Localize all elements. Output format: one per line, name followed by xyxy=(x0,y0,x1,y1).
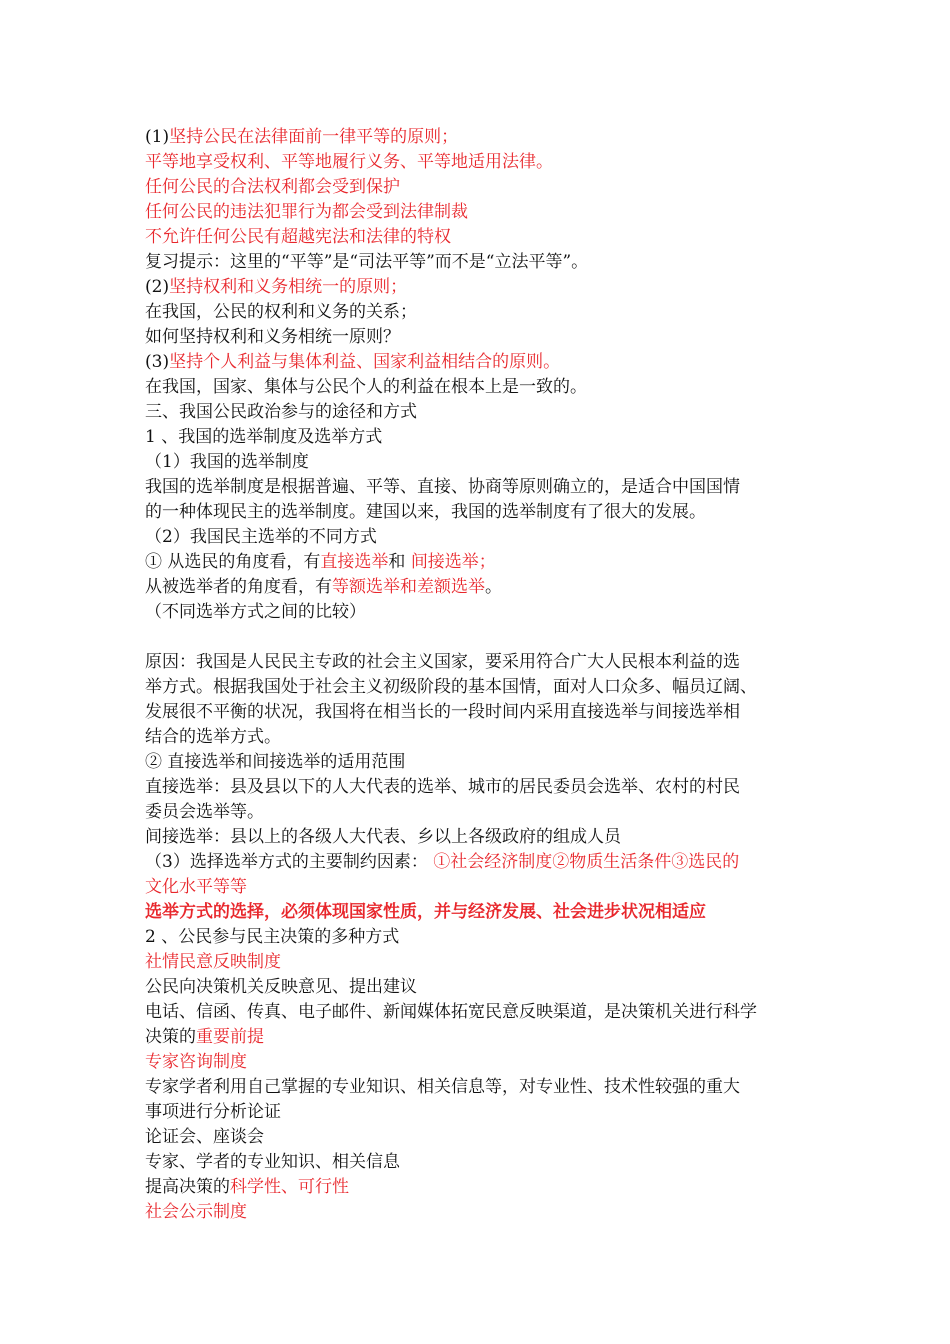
text-line xyxy=(145,775,810,800)
text-line xyxy=(145,925,810,950)
body-text: 直接选举：县及县以下的人大代表的选举、城市的居民委员会选举、农村的村民 xyxy=(145,777,740,797)
text-line xyxy=(145,275,810,300)
body-text: 原因：我国是人民民主专政的社会主义国家，要采用符合广大人民根本利益的选 xyxy=(145,652,740,672)
body-text: 事项进行分析论证 xyxy=(145,1102,281,1122)
text-line xyxy=(145,1175,810,1200)
body-text: 从被选举者的角度看，有 xyxy=(145,577,332,597)
text-line xyxy=(145,425,810,450)
blank-line xyxy=(145,625,810,650)
highlight-text: 间接选举； xyxy=(410,552,496,572)
body-text: 公民向决策机关反映意见、提出建议 xyxy=(145,977,417,997)
body-text: （3）选择选举方式的主要制约因素： xyxy=(145,852,434,872)
body-text: 在我国，公民的权利和义务的关系； xyxy=(145,302,417,322)
highlight-text: ①社会经济制度②物质生活条件③选民的 xyxy=(433,852,740,872)
body-text: 如何坚持权利和义务相统一原则？ xyxy=(145,327,400,347)
body-text: 间接选举：县以上的各级人大代表、乡以上各级政府的组成人员 xyxy=(145,827,621,847)
body-text: 论证会、座谈会 xyxy=(145,1127,264,1147)
text-line xyxy=(145,450,810,475)
highlight-text: 科学性、可行性 xyxy=(230,1177,349,1197)
highlight-text: 任何公民的合法权利都会受到保护 xyxy=(145,177,400,197)
text-line xyxy=(145,150,810,175)
body-text: （1）我国的选举制度 xyxy=(145,452,309,472)
body-text: 的一种体现民主的选举制度。建国以来，我国的选举制度有了很大的发展。 xyxy=(145,502,706,522)
text-line xyxy=(145,250,810,275)
body-text: (1) xyxy=(145,127,170,147)
body-text: 复习提示：这里的“平等”是“司法平等”而不是“立法平等”。 xyxy=(145,252,589,272)
highlight-text: 坚持个人利益与集体利益、国家利益相结合的原则。 xyxy=(169,352,561,372)
highlight-text: 重要前提 xyxy=(196,1027,264,1047)
text-line xyxy=(145,475,810,500)
text-line xyxy=(145,300,810,325)
highlight-text: 选举方式的选择，必须体现国家性质，并与经济发展、社会进步状况相适应 xyxy=(145,902,706,922)
text-line xyxy=(145,325,810,350)
text-line xyxy=(145,1200,810,1225)
body-text: (2) xyxy=(145,277,170,297)
text-line xyxy=(145,600,810,625)
body-text: 在我国，国家、集体与公民个人的利益在根本上是一致的。 xyxy=(145,377,587,397)
text-line xyxy=(145,375,810,400)
highlight-text: 任何公民的违法犯罪行为都会受到法律制裁 xyxy=(145,202,468,222)
highlight-text: 坚持公民在法律面前一律平等的原则； xyxy=(169,127,459,147)
text-line xyxy=(145,550,810,575)
text-line xyxy=(145,200,810,225)
body-text: 1 、我国的选举制度及选举方式 xyxy=(145,427,383,447)
body-text: 。 xyxy=(485,577,502,597)
text-line xyxy=(145,500,810,525)
text-line xyxy=(145,575,810,600)
text-line xyxy=(145,400,810,425)
text-line xyxy=(145,175,810,200)
body-text: 专家学者利用自己掌握的专业知识、相关信息等，对专业性、技术性较强的重大 xyxy=(145,1077,740,1097)
text-line xyxy=(145,1000,810,1025)
text-line xyxy=(145,750,810,775)
text-line xyxy=(145,225,810,250)
text-line xyxy=(145,875,810,900)
body-text: (3) xyxy=(145,352,170,372)
text-line xyxy=(145,675,810,700)
body-text: 我国的选举制度是根据普遍、平等、直接、协商等原则确立的，是适合中国国情 xyxy=(145,477,740,497)
body-text: ① 从选民的角度看，有 xyxy=(145,552,321,572)
text-line xyxy=(145,1025,810,1050)
body-text: 三、我国公民政治参与的途径和方式 xyxy=(145,402,417,422)
text-line xyxy=(145,650,810,675)
text-line xyxy=(145,1125,810,1150)
text-line xyxy=(145,700,810,725)
text-line xyxy=(145,800,810,825)
text-line xyxy=(145,975,810,1000)
body-text: 专家、学者的专业知识、相关信息 xyxy=(145,1152,400,1172)
text-line xyxy=(145,1050,810,1075)
text-line xyxy=(145,825,810,850)
body-text: 电话、信函、传真、电子邮件、新闻媒体拓宽民意反映渠道，是决策机关进行科学 xyxy=(145,1002,757,1022)
highlight-text: 直接选举 xyxy=(320,552,389,572)
text-line xyxy=(145,950,810,975)
text-line xyxy=(145,725,810,750)
text-line xyxy=(145,350,810,375)
body-text: （不同选举方式之间的比较） xyxy=(145,602,366,622)
highlight-text: 不允许任何公民有超越宪法和法律的特权 xyxy=(145,227,451,247)
body-text: （2）我国民主选举的不同方式 xyxy=(145,527,377,547)
text-line xyxy=(145,525,810,550)
body-text: 委员会选举等。 xyxy=(145,802,264,822)
body-text: 发展很不平衡的状况，我国将在相当长的一段时间内采用直接选举与间接选举相 xyxy=(145,702,740,722)
body-text: 决策的 xyxy=(145,1027,196,1047)
body-text: 举方式。根据我国处于社会主义初级阶段的基本国情，面对人口众多、幅员辽阔、 xyxy=(145,677,757,697)
document-body xyxy=(145,125,810,1225)
text-line xyxy=(145,1100,810,1125)
text-line xyxy=(145,1075,810,1100)
highlight-text: 专家咨询制度 xyxy=(145,1052,247,1072)
body-text: 2 、公民参与民主决策的多种方式 xyxy=(145,927,400,947)
highlight-text: 坚持权利和义务相统一的原则； xyxy=(169,277,408,297)
body-text: 和 xyxy=(388,552,411,572)
text-line xyxy=(145,900,810,925)
text-line xyxy=(145,125,810,150)
highlight-text: 平等地享受权利、平等地履行义务、平等地适用法律。 xyxy=(145,152,553,172)
highlight-text: 社情民意反映制度 xyxy=(145,952,281,972)
highlight-text: 社会公示制度 xyxy=(145,1202,247,1222)
body-text: 结合的选举方式。 xyxy=(145,727,281,747)
highlight-text: 等额选举和差额选举 xyxy=(332,577,485,597)
highlight-text: 文化水平等等 xyxy=(145,877,247,897)
body-text: ② 直接选举和间接选举的适用范围 xyxy=(145,752,406,772)
text-line xyxy=(145,1150,810,1175)
text-line xyxy=(145,850,810,875)
body-text: 提高决策的 xyxy=(145,1177,230,1197)
